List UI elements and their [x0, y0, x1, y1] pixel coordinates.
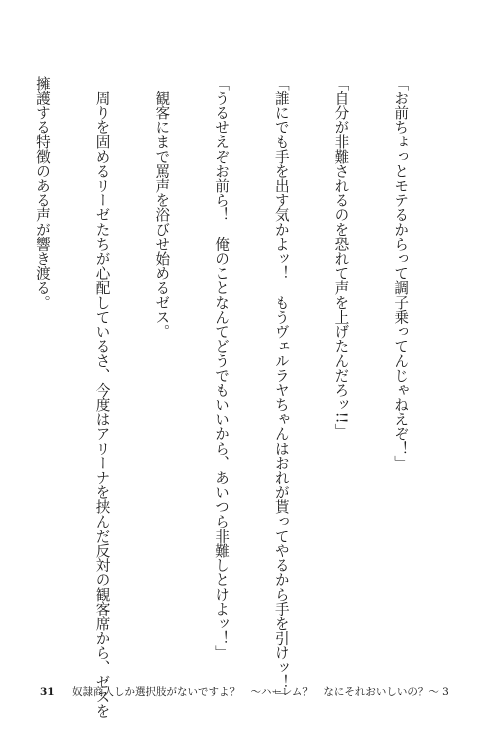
text-line-1: 「お前ちょっとモテるからって調子乗ってんじゃねえぞ！」	[392, 76, 410, 471]
page-footer	[40, 685, 460, 699]
page-number: 31	[40, 686, 55, 698]
text-line-6: 周りを固めるリーゼたちが心配しているさ、今度はアリーナを挟んだ反対の観客席から、ゼスを	[93, 76, 111, 719]
text-line-5: 観客にまで罵声を浴びせ始めるゼス。	[153, 76, 171, 339]
text-line-2: 「自分が非難されるのを恐れて声を上げたんだろッ!!」	[332, 76, 350, 439]
text-line-3: 「誰にでも手を出す気かよッ！ もうヴェルラヤちゃんはおれが貰ってやるから手を引けッ！」	[272, 76, 290, 704]
text-line-4: 「うるせえぞお前ら！ 俺のことなんてどうでもいいから、あいつら非難しとけよッ！」	[213, 76, 231, 660]
text-line-7: 擁護する特徴のある声が響き渡る。	[33, 76, 51, 310]
running-title: 奴隷商人しか選択肢がないですよ？ 〜ハーレム？ なにそれおいしいの？〜 3	[71, 686, 449, 698]
